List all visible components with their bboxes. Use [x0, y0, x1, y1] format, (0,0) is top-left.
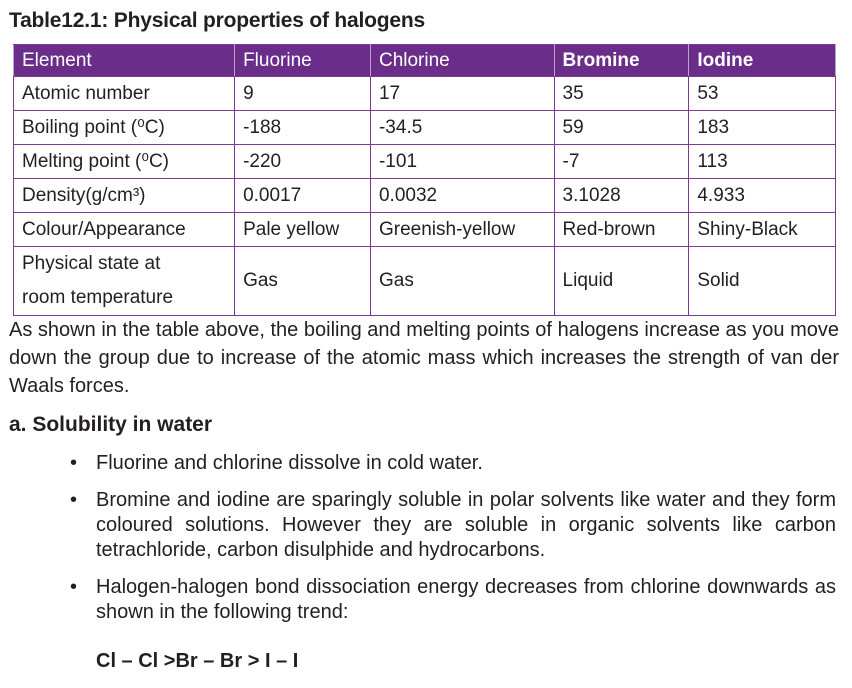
table-row-colour: [14, 213, 836, 247]
list-item: [0, 575, 836, 625]
list-item: [0, 488, 836, 563]
cell-iodine: Shiny-Black: [689, 213, 836, 247]
cell-fluorine: Gas: [235, 247, 371, 316]
halogen-properties-table: [13, 44, 836, 316]
list-item-text: Halogen-halogen bond dissociation energy decreases from chlorine downwards as shown in the following trend:: [96, 576, 836, 623]
cell-bromine: 59: [554, 111, 689, 145]
table-row-melting-point: [14, 145, 836, 179]
cell-bromine: 35: [554, 77, 689, 111]
bullet-icon: •: [70, 576, 78, 598]
cell-bromine: Liquid: [554, 247, 689, 316]
cell-chlorine: 0.0032: [370, 179, 554, 213]
table-caption: Table12.1: Physical properties of halogens: [9, 9, 426, 32]
row-label: Melting point (⁰C): [14, 145, 235, 179]
row-label: [14, 247, 235, 316]
bullet-icon: •: [70, 489, 78, 511]
cell-iodine: Solid: [689, 247, 836, 316]
row-label: Boiling point (⁰C): [14, 111, 235, 145]
row-label: Atomic number: [14, 77, 235, 111]
cell-iodine: 4.933: [689, 179, 836, 213]
table-row-physical-state: [14, 247, 836, 316]
list-item-text: Bromine and iodine are sparingly soluble in polar solvents like water and they form coloured solutions. However they are soluble in organic solvents like carbon tetrachloride, carbon disulphide and hydrocarbons.: [96, 489, 836, 561]
cell-iodine: 113: [689, 145, 836, 179]
cell-chlorine: 17: [370, 77, 554, 111]
cell-fluorine: 0.0017: [235, 179, 371, 213]
header-iodine: Iodine: [689, 45, 836, 77]
table-row-boiling-point: [14, 111, 836, 145]
cell-chlorine: Gas: [370, 247, 554, 316]
cell-chlorine: -101: [370, 145, 554, 179]
cell-fluorine: Pale yellow: [235, 213, 371, 247]
bullet-icon: •: [70, 452, 78, 474]
bond-energy-trend: Cl – Cl >Br – Br > I – I: [96, 650, 299, 672]
section-heading: a. Solubility in water: [9, 413, 213, 436]
row-label-line1: Physical state at: [22, 253, 161, 274]
table-header-row: [14, 45, 836, 77]
cell-chlorine: Greenish-yellow: [370, 213, 554, 247]
cell-iodine: 183: [689, 111, 836, 145]
row-label-line2: room temperature: [22, 287, 174, 308]
header-element: Element: [14, 45, 235, 77]
bullet-list: [0, 451, 836, 637]
cell-fluorine: -188: [235, 111, 371, 145]
row-label: Density(g/cm³): [14, 179, 235, 213]
cell-bromine: -7: [554, 145, 689, 179]
list-item-text: Fluorine and chlorine dissolve in cold water.: [96, 452, 483, 474]
table-row-density: [14, 179, 836, 213]
body-paragraph: As shown in the table above, the boiling and melting points of halogens increase as you move down the group due to increase of the atomic mass which increases the strength of van der Waals forces.: [9, 319, 839, 397]
header-fluorine: Fluorine: [235, 45, 371, 77]
table-row-atomic-number: [14, 77, 836, 111]
cell-bromine: 3.1028: [554, 179, 689, 213]
row-label: Colour/Appearance: [14, 213, 235, 247]
header-bromine: Bromine: [554, 45, 689, 77]
list-item: [0, 451, 836, 476]
cell-chlorine: -34.5: [370, 111, 554, 145]
cell-fluorine: 9: [235, 77, 371, 111]
cell-iodine: 53: [689, 77, 836, 111]
header-chlorine: Chlorine: [370, 45, 554, 77]
cell-bromine: Red-brown: [554, 213, 689, 247]
cell-fluorine: -220: [235, 145, 371, 179]
